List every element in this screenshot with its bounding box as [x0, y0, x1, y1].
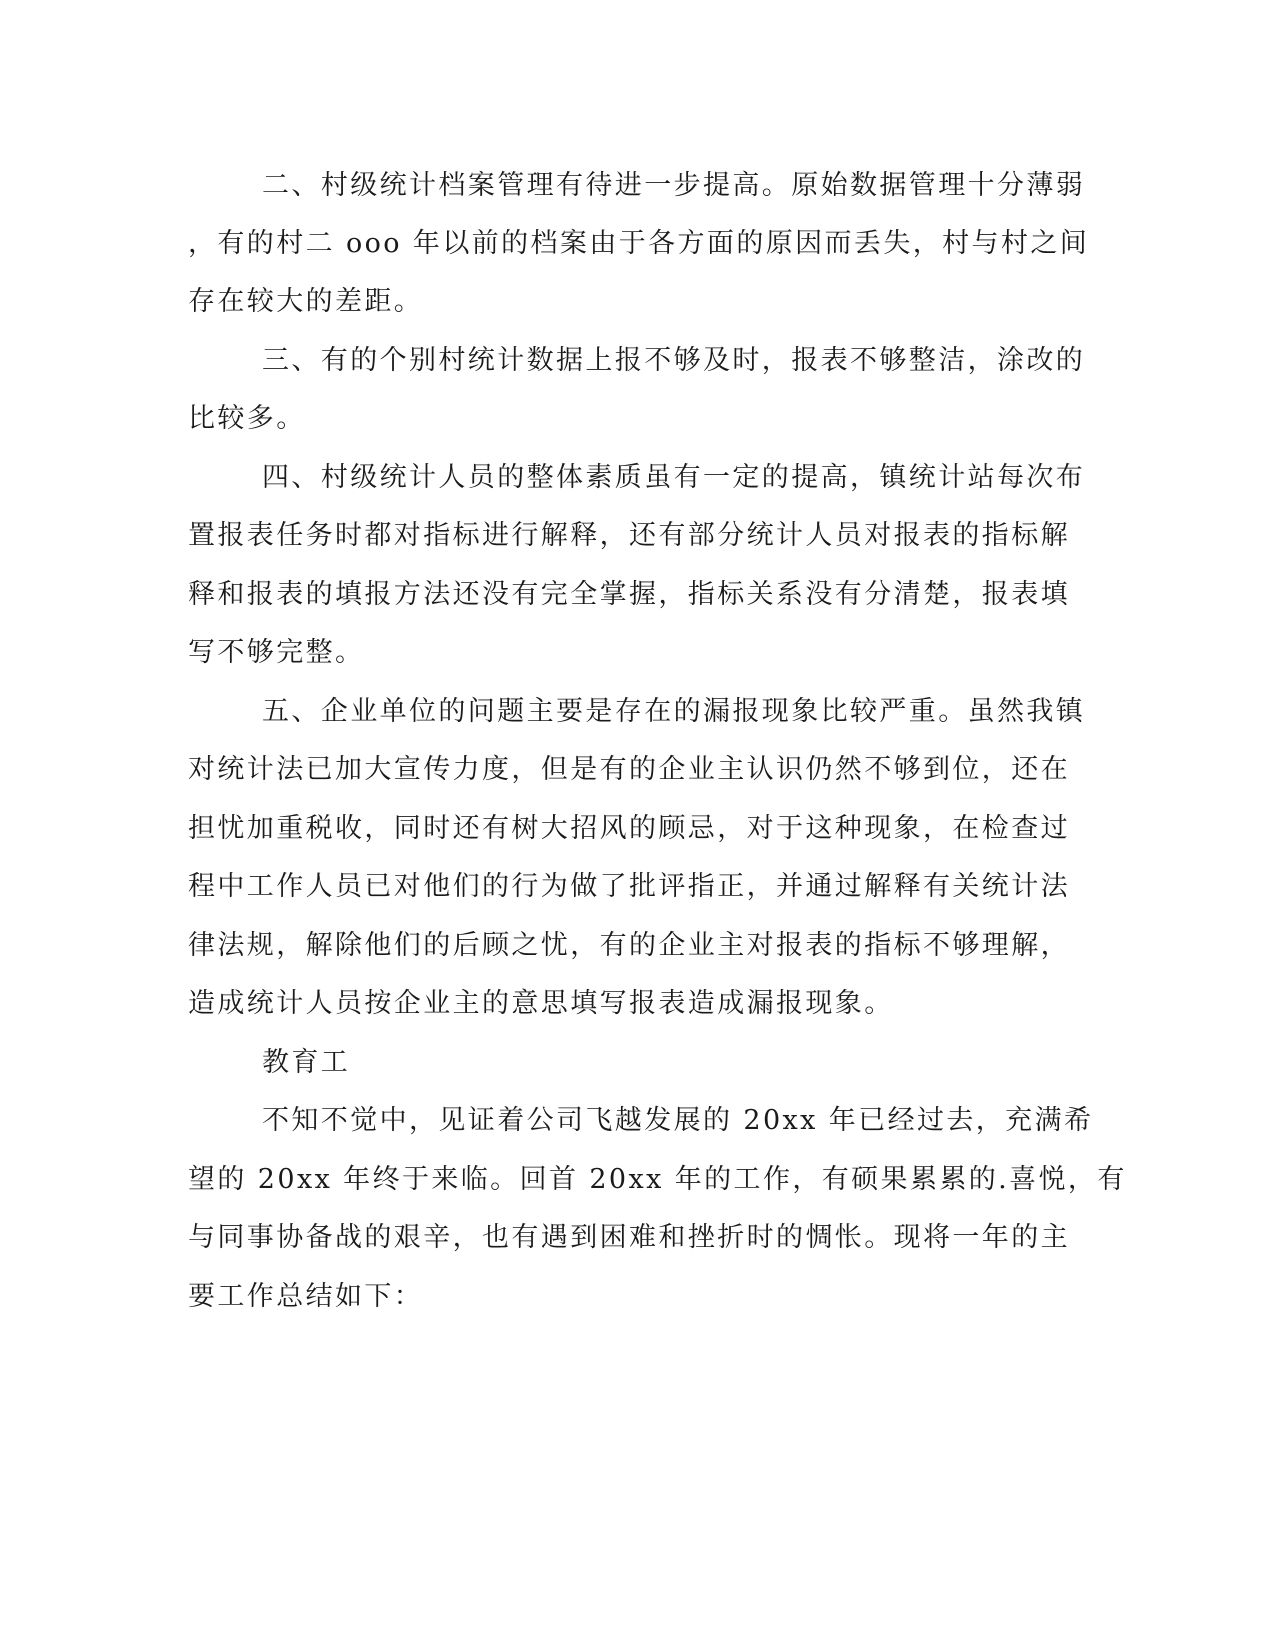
- paragraph-line: 比较多。: [188, 403, 306, 434]
- paragraph-line: 要工作总结如下：: [188, 1281, 424, 1312]
- paragraph-line: ，有的村二 ooo 年以前的档案由于各方面的原因而丢失，村与村之间: [188, 228, 1090, 259]
- paragraph-line: 四、村级统计人员的整体素质虽有一定的提高，镇统计站每次布: [262, 462, 1086, 493]
- paragraph-line: 三、有的个别村统计数据上报不够及时，报表不够整洁，涂改的: [262, 345, 1086, 376]
- paragraph-line: 对统计法已加大宣传力度，但是有的企业主认识仍然不够到位，还在: [188, 754, 1070, 785]
- paragraph-line: 置报表任务时都对指标进行解释，还有部分统计人员对报表的指标解: [188, 520, 1070, 551]
- paragraph-line: 程中工作人员已对他们的行为做了批评指正，并通过解释有关统计法: [188, 871, 1070, 902]
- paragraph-line: 写不够完整。: [188, 637, 365, 668]
- paragraph-line: 不知不觉中，见证着公司飞越发展的 20xx 年已经过去，充满希: [262, 1105, 1094, 1136]
- paragraph-line: 望的 20xx 年终于来临。回首 20xx 年的工作，有硕果累累的.喜悦，有: [188, 1164, 1127, 1195]
- paragraph-line: 二、村级统计档案管理有待进一步提高。原始数据管理十分薄弱: [262, 170, 1086, 201]
- paragraph-line: 律法规，解除他们的后顾之忧，有的企业主对报表的指标不够理解，: [188, 930, 1070, 961]
- paragraph-line: 五、企业单位的问题主要是存在的漏报现象比较严重。虽然我镇: [262, 696, 1086, 727]
- paragraph-line: 与同事协备战的艰辛，也有遇到困难和挫折时的惆怅。现将一年的主: [188, 1222, 1070, 1253]
- paragraph-line: 担忧加重税收，同时还有树大招风的顾忌，对于这种现象，在检查过: [188, 813, 1070, 844]
- paragraph-line: 造成统计人员按企业主的意思填写报表造成漏报现象。: [188, 988, 894, 1019]
- paragraph-line: 释和报表的填报方法还没有完全掌握，指标关系没有分清楚，报表填: [188, 579, 1070, 610]
- paragraph-line: 存在较大的差距。: [188, 286, 424, 317]
- section-heading: 教育工: [262, 1047, 351, 1078]
